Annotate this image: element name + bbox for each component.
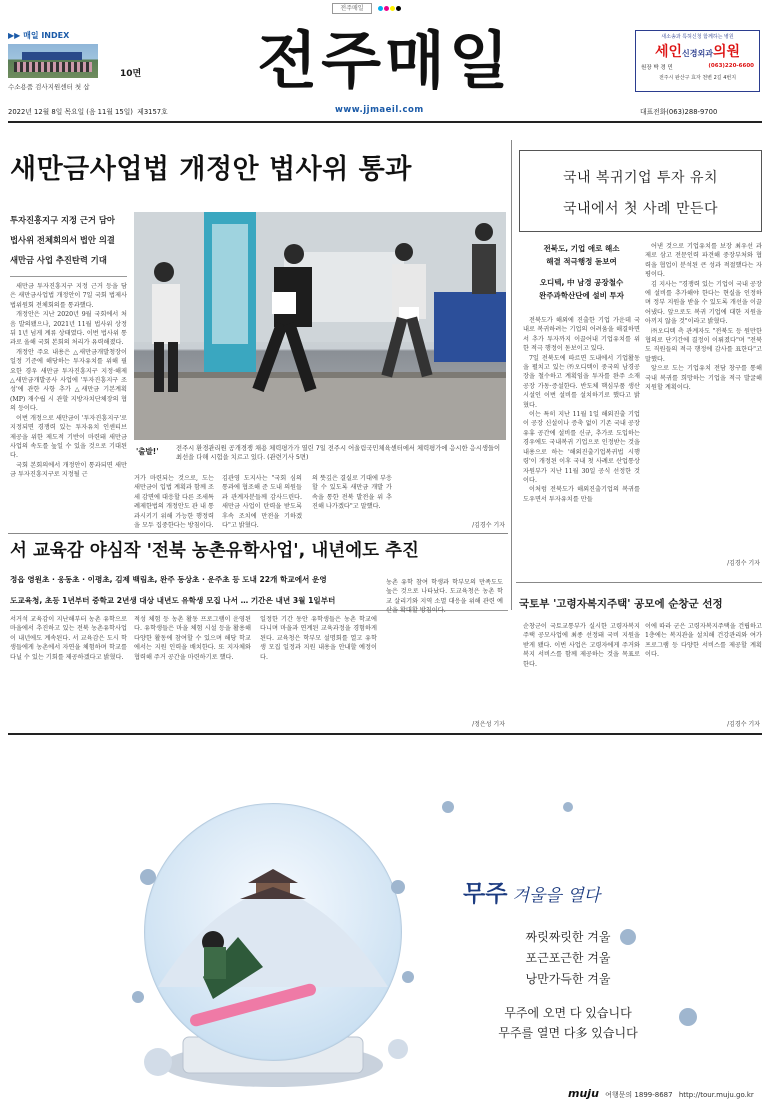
ad-rule bbox=[8, 733, 762, 735]
story3-credit: /김경수 기자 bbox=[727, 721, 760, 728]
color-registration-marks bbox=[378, 6, 401, 11]
column-divider bbox=[511, 140, 512, 610]
story2-body-col1: 서거석 교육감이 지난해부터 농촌 유학으로 마을에서 추진하고 있는 전북 농촌유학사업이 내년에도 계속된다. 서 교육감은 도시 학생들에게 농촌에서 자연을 체험하며 학교를 다닐 수 있는 기회를 제공하겠다고 밝혔다. bbox=[10, 616, 127, 661]
story2-body-col3: 일정한 기간 동안 유학생들은 농촌 학교에 다니며 마을과 연계된 교육과정을 경험하게 된다. 교육청은 학부모 설명회를 열고 유학생 모집 일정과 지원 내용을 안내할 예정이다. bbox=[260, 616, 377, 661]
ad-slogan: 무주를 열면 다多 있습니다 bbox=[498, 1026, 638, 1040]
arrow-icon: ▶▶ bbox=[8, 31, 24, 40]
top-ad bbox=[635, 30, 760, 92]
index-thumbnail bbox=[8, 44, 98, 78]
lead-subhead: 법사위 전체회의서 법안 의결 bbox=[10, 235, 115, 245]
lead-body-col2: 거가 마련되는 것으로, 도는 새만금이 입법 계획과 함께 조세 감면에 대응할 다른 조세특례제한법의 개정안도 관 내 통과시키기 위해 가능한 행정력을 모두 집중한다는 방침이다. bbox=[134, 475, 214, 530]
masthead-title: 전주매일 bbox=[257, 24, 513, 97]
ad-title: 무주 겨울을 열다 bbox=[463, 881, 601, 907]
lead-subhead-rule bbox=[10, 276, 127, 277]
lead-credit: /김경수 기자 bbox=[472, 522, 505, 529]
lead-subhead: 새만금 사업 추진탄력 기대 bbox=[10, 255, 107, 265]
lead-subheads bbox=[10, 210, 128, 270]
index-page: 10면 bbox=[120, 69, 142, 79]
top-ad-address: 전주시 완산구 효자 천변 2길 4번지 bbox=[658, 75, 737, 81]
side-subheads: 전북도, 기업 애로 해소 해결 적극행정 돋보여 오디텍, 中 남경 공장철수 완주과학산단에 설비 투자 bbox=[539, 244, 624, 300]
lead-body-col4: 의 뜻깊은 결실로 기대에 부응할 수 있도록 새만금 개발 가속을 통한 전북 발전을 위 추진해 나가겠다"고 말했다. bbox=[312, 475, 392, 511]
muju-ad bbox=[8, 737, 762, 1112]
ad-line: 짜릿짜릿한 겨울 bbox=[525, 930, 611, 944]
masthead-url[interactable]: www.jjmaeil.com bbox=[335, 105, 424, 115]
side-headline-line: 국내에서 첫 사례 만든다 bbox=[562, 201, 719, 217]
story2-deck2: 도교육청, 초등 1년부터 중학교 2년생 대상 내년도 유학생 모집 나서 … 기간은 내년 3월 1일부터 bbox=[10, 596, 336, 605]
photo-caption: 전주시 환경관리원 공개경쟁 채용 체력평가가 열린 7일 전주시 어울림국민체육센터에서 체력평가에 응시한 응시생들이 최선을 다해 시험을 치르고 있다. (관련기사 5면) bbox=[176, 445, 501, 461]
story3-body-col2: 이에 따라 군은 고령자복지주택을 건립하고 1층에는 복지관을 설치해 건강관리와 여가 프로그램 등 다양한 서비스를 제공할 계획이다. bbox=[645, 623, 762, 659]
ad-artwork bbox=[8, 737, 762, 1112]
index-box bbox=[8, 30, 153, 92]
side-headline-line: 국내 복귀기업 투자 유치 bbox=[562, 170, 719, 186]
lead-subhead: 투자진흥지구 지정 근거 담아 bbox=[10, 215, 115, 225]
top-ad-name: 세인신경외과의원 bbox=[654, 44, 741, 60]
story2-headline: 서 교육감 야심작 '전북 농촌유학사업', 내년에도 추진 bbox=[10, 541, 419, 561]
side-headline-box bbox=[519, 150, 762, 232]
ad-slogan: 무주에 오면 다 있습니다 bbox=[504, 1006, 632, 1020]
side-body-col1: 전북도가 해외에 진출한 기업 가운데 국내로 복귀하려는 기업의 어려움을 해결하면서 추가 투자까지 이끌어내 기업유치를 위한 적극 행정이 돋보이고 있다. 7일 전북도에 따르면 도내에서 기업활동을 펼치고 있는 ㈜오디텍이 중국의 남경공장을 철수하고 계획임을 투자를 완주 소재 공장 가동·증설한다. 반도체 핵심부품 생산시설인 이번 설비를 설치하기로 했다고 밝혔다. 이는 특히 지난 11월 1일 해외진출 기업이 공장 신설이나 증축 없이 기존 국내 공장 유휴 공간에 설비를 신규, 추가로 도입하는 경우에도 국내복귀 기업으로 인정받는 것을 내용으로 하는 '해외진출기업복귀법 시행령'이 개정된 이후 국내 첫 사례로 산업통상자원부가 지난 11월 30일 공식 선정한 것이다. 이처럼 전북도가 해외진출기업의 복귀를 도우면서 투자유치를 만들 bbox=[523, 317, 640, 503]
top-stamp: 전주매일 bbox=[332, 3, 372, 14]
masthead-date: 2022년 12월 8일 목요일 (음 11월 15일) 제3157호 bbox=[8, 108, 168, 116]
top-ad-tagline: 새소송과 특허신청 함께하는 병원 bbox=[661, 34, 734, 40]
lead-body-col1: 새만금 투자진흥지구 지정 근거 등을 담은 새만금사업법 개정안이 7일 국회 법제사법위원회 전체회의를 통과했다. 개정안은 지난 2020년 9월 국회에서 처음 발의됐으나, 2021년 11월 법사위 상정 뒤 1년 넘게 계류 상태였다. 이번 법사위 통과로 올해 국회 본회의 처리가 유력해졌다. 개정안 주요 내용은 △새만금개발청장이 일정 기준에 해당하는 투자유치를 위해 필요한 경우 새만금 투자진흥지구 지정·해제 △새만금개발공사 사업에 '투자진흥지구 조성'에 관한 사항 추가 △새만금 기본계획(MP) 재수립 시 관할 지방자치단체장의 협의 등이다. 이번 개정으로 새만금이 '투자진흥지구'로 지정되면 경쟁력 있는 투자유치 인센티브 제공을 위한 제도적 기반이 마련돼 새만금 사업의 속도를 높일 수 있을 것으로 기대된다. 국회 본회의에서 개정안이 통과되면 새만금 투자진흥지구로 지정될 근 bbox=[10, 283, 127, 479]
photo-tag: '출발!' bbox=[136, 447, 159, 456]
top-ad-contact: 원장 박 경 민 (063)220-6600 bbox=[641, 63, 754, 71]
story2-deck1: 정읍 영원초 · 웅동초 · 이평초, 김제 백림초, 완주 동상초 · 운주초 등 도내 22개 학교에서 운영 bbox=[10, 575, 327, 584]
story2-body-col4: 농촌 유학 참여 학생과 학부모의 만족도도 높은 것으로 나타났다. 도교육청은 농촌 학교 살리기와 지역 소멸 대응을 위해 관련 예산을 확대할 방침이다. bbox=[386, 579, 503, 615]
story3-body-col1: 순창군이 국토교통부가 실시한 고령자복지주택 공모사업에 최종 선정돼 국비 지원을 받게 됐다. 이번 사업은 고령자에게 주거와 복지 서비스를 함께 제공하는 것을 목표로 한다. bbox=[523, 623, 640, 668]
index-caption: 수소용품 검사지원센터 첫 삽 bbox=[8, 83, 90, 91]
masthead-phone: 대표전화(063)288-9700 bbox=[640, 108, 718, 116]
lead-body-col3: 김관영 도지사는 "국회 심의통과에 협조해 준 도내 의원들과 관계자분들께 감사드린다. 새만금 사업이 탄력을 받도록 후속 조치에 만전을 기하겠다"고 밝혔다. bbox=[222, 475, 302, 530]
story2-credit: /정은성 기자 bbox=[472, 721, 505, 728]
section-rule bbox=[516, 582, 762, 583]
muju-logo: muju bbox=[568, 1087, 599, 1100]
side-credit: /김경수 기자 bbox=[727, 560, 760, 567]
ad-lines bbox=[488, 927, 648, 990]
ad-line: 낭만가득한 겨울 bbox=[525, 972, 611, 986]
section-rule bbox=[8, 533, 508, 534]
story3-headline: 국토부 '고령자복지주택' 공모에 순창군 선정 bbox=[519, 598, 723, 610]
story2-body-col2: 적성 체험 등 농촌 활동 프로그램이 운영된다. 유학생들은 마을 체험 시설 등을 활용해 다양한 활동에 참여할 수 있으며 해당 학교에서는 지원 인력을 배치한다. 또 지자체와 협력해 주거 공간을 마련하기로 했다. bbox=[134, 616, 251, 661]
lead-photo bbox=[134, 212, 506, 440]
masthead-rule bbox=[8, 121, 762, 123]
lead-headline: 새만금사업법 개정안 법사위 통과 bbox=[10, 154, 412, 185]
index-label: ▶▶ 매일 INDEX bbox=[8, 31, 70, 40]
photo-illustration bbox=[134, 212, 506, 440]
side-body-col2: 어낸 것으로 기업유치를 보장 최우선 과제로 삼고 전문인력 파견해 중장부처와 협력을 협업이 분석된 큰 성과 적절했다는 자평이다. 김 지사는 "경쟁력 있는 기업이 국내 공장에 설비를 추가해야 한다는 현실을 인정하며 정부 지원을 받을 수 있도록 개선을 이끌어냈다. 앞으로도 복귀 기업에 대한 지원을 아끼지 않을 것"이라고 밝혔다. ㈜오디텍 측 관계자도 "전북도 등 원만한 협의로 단기간에 결정이 이뤄졌다"며 "전북도 직원들의 적극 행정에 감사를 표한다"고 말했다. 앞으로 도는 기업유치 전담 창구를 통해 국내 복귀를 희망하는 기업을 적극 발굴해 지원할 계획이다. bbox=[645, 243, 762, 392]
ad-line: 포근포근한 겨울 bbox=[525, 951, 611, 965]
ad-footer: muju 여행문의 1899-8687 http://tour.muju.go.kr bbox=[568, 1087, 754, 1100]
ad-slogans bbox=[453, 1003, 683, 1043]
